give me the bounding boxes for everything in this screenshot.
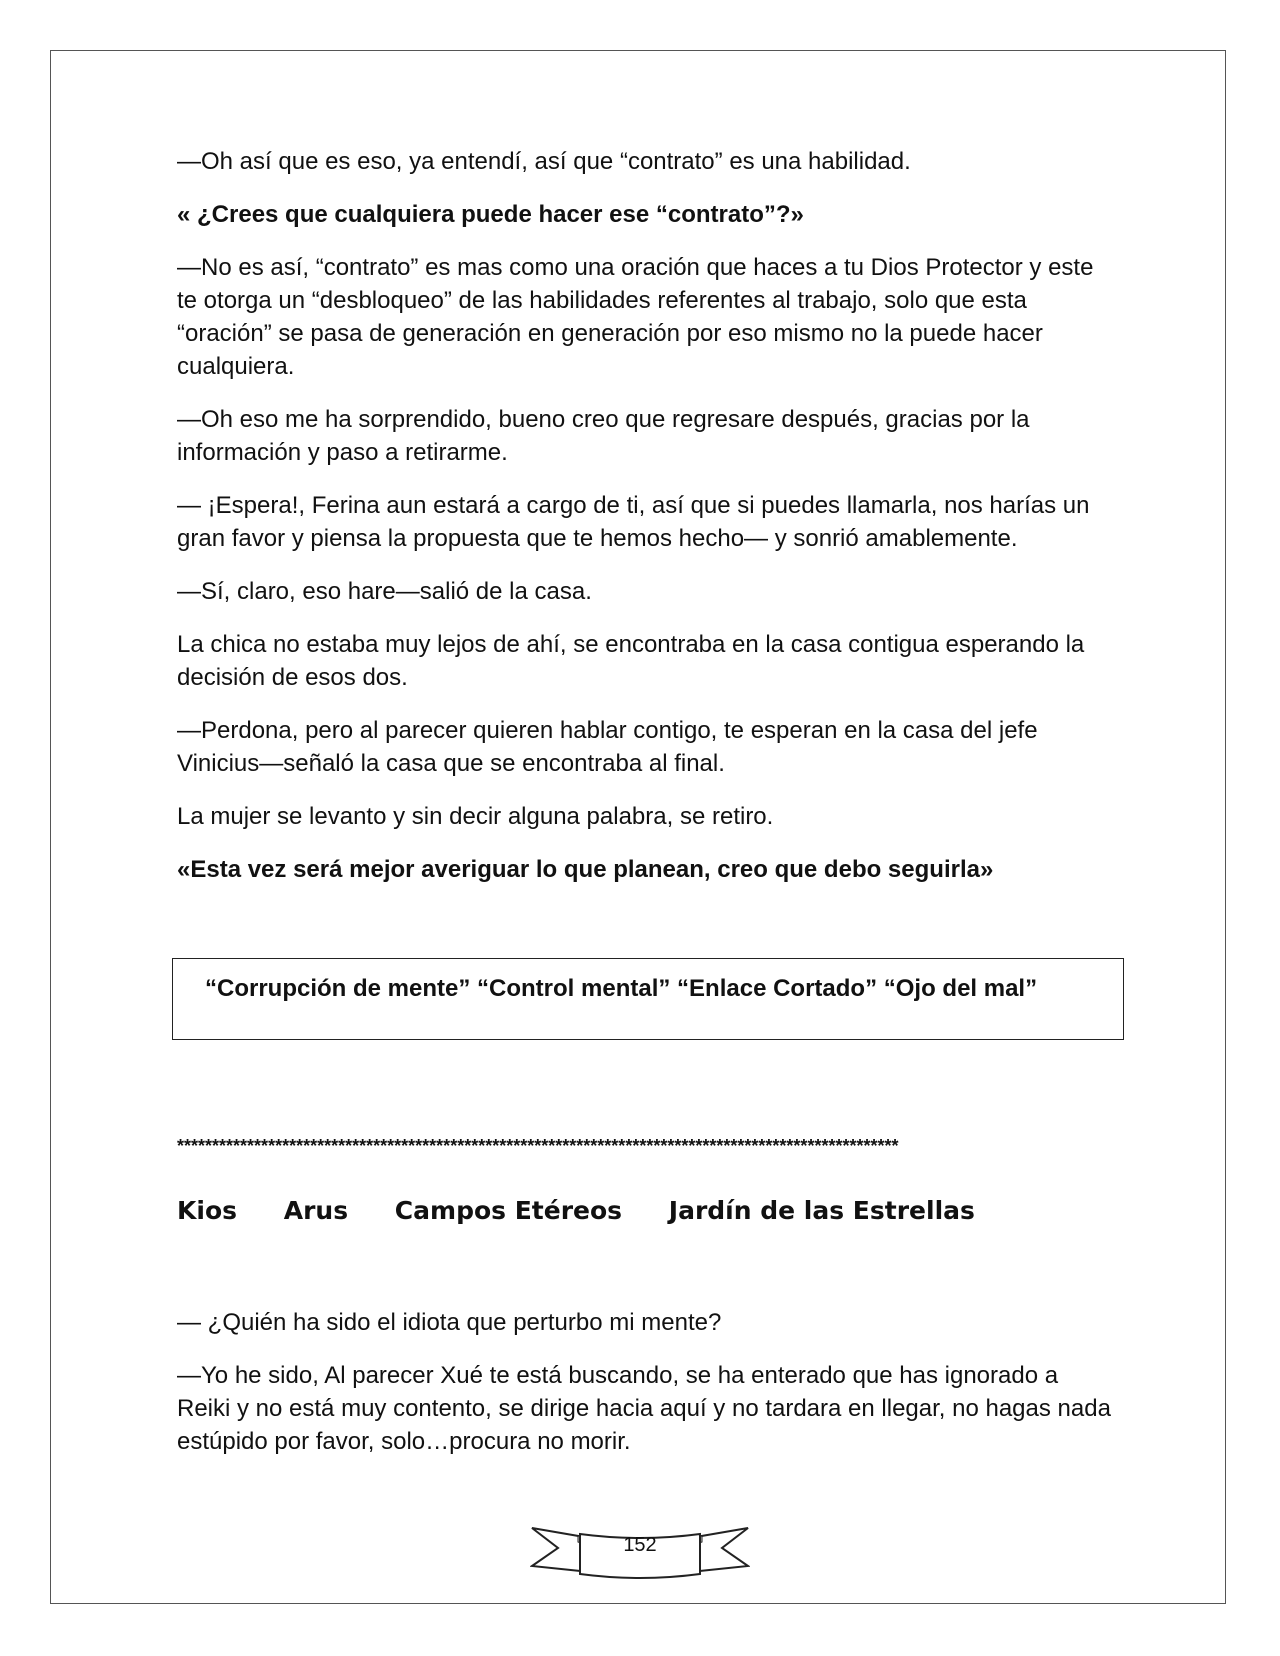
paragraph: — ¡Espera!, Ferina aun estará a cargo de ti, así que si puedes llamarla, nos harías un gran favor y piensa la propuesta que te hemos hecho— y sonrió amablemente.	[177, 492, 1090, 552]
paragraph: —Oh así que es eso, ya entendí, así que “contrato” es una habilidad.	[177, 148, 911, 175]
page-number: 152	[623, 1534, 657, 1556]
thought-paragraph: « ¿Crees que cualquiera puede hacer ese “contrato”?»	[177, 201, 804, 228]
scene-separator: *******************************************************************************************************	[177, 1136, 899, 1156]
skills-list: “Corrupción de mente” “Control mental” “Enlace Cortado” “Ojo del mal”	[205, 975, 1038, 1002]
skills-box	[172, 958, 1124, 1040]
main-text-top	[177, 145, 1117, 906]
paragraph: —Oh eso me ha sorprendido, bueno creo que regresare después, gracias por la información y paso a retirarme.	[177, 406, 1030, 466]
paragraph: —Yo he sido, Al parecer Xué te está buscando, se ha enterado que has ignorado a Reiki y no está muy contento, se dirige hacia aquí y no tardara en llegar, no hagas nada estúpido por favor, solo…procura no morir.	[177, 1362, 1111, 1455]
paragraph: La chica no estaba muy lejos de ahí, se encontraba en la casa contigua esperando la decisión de esos dos.	[177, 631, 1085, 691]
location-part: Arus	[283, 1196, 349, 1225]
paragraph: — ¿Quién ha sido el idiota que perturbo mi mente?	[177, 1309, 722, 1336]
paragraph: —No es así, “contrato” es mas como una oración que haces a tu Dios Protector y este te otorga un “desbloqueo” de las habilidades referentes al trabajo, solo que esta “oración” se pasa de generación en generación por eso mismo no la puede hacer cualquiera.	[177, 254, 1094, 380]
thought-paragraph: «Esta vez será mejor averiguar lo que planean, creo que debo seguirla»	[177, 856, 994, 883]
paragraph: —Sí, claro, eso hare—salió de la casa.	[177, 578, 592, 605]
location-part: Jardín de las Estrellas	[668, 1196, 975, 1225]
paragraph: La mujer se levanto y sin decir alguna palabra, se retiro.	[177, 803, 774, 830]
location-heading	[177, 1196, 1013, 1225]
main-text-bottom	[177, 1306, 1117, 1478]
paragraph: —Perdona, pero al parecer quieren hablar contigo, te esperan en la casa del jefe Vinicius—señaló la casa que se encontraba al final.	[177, 717, 1038, 777]
location-part: Kios	[177, 1196, 237, 1225]
location-part: Campos Etéreos	[394, 1196, 623, 1225]
page-number-ribbon	[530, 1516, 750, 1586]
